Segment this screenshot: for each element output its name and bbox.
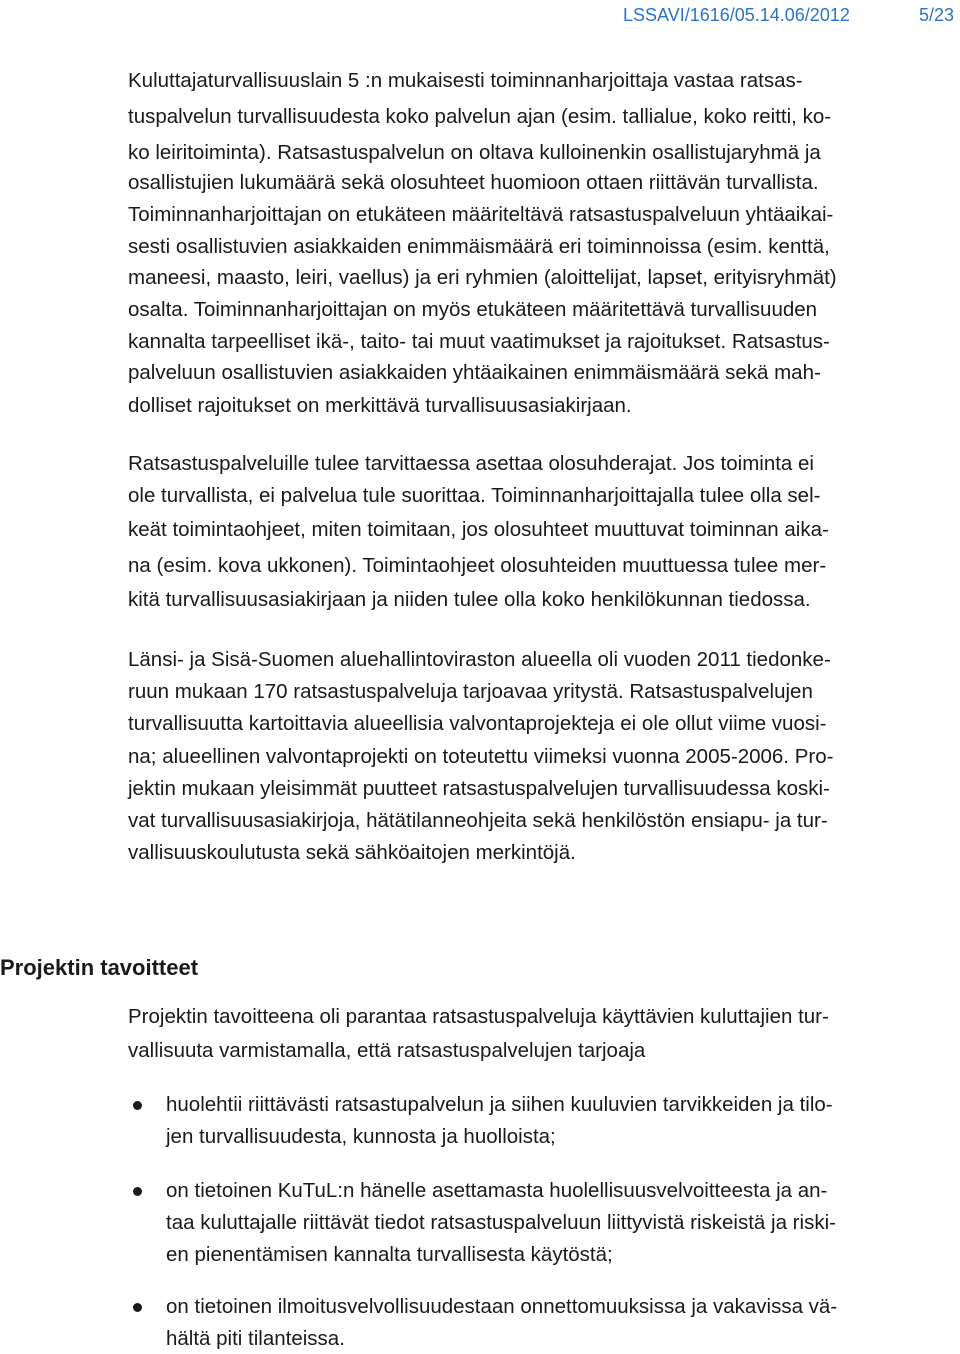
- bullet-icon: [133, 1101, 142, 1110]
- page-number: 5/23: [919, 5, 955, 25]
- text-line: ruun mukaan 170 ratsastuspalveluja tarjoavaa yritystä. Ratsastuspalvelujen: [128, 680, 813, 703]
- text-line: jen turvallisuudesta, kunnosta ja huolloista;: [166, 1125, 556, 1148]
- bullet-icon: [133, 1187, 142, 1196]
- text-line: sesti osallistuvien asiakkaiden enimmäismäärä eri toiminnoissa (esim. kenttä,: [128, 235, 830, 258]
- text-line: hältä piti tilanteissa.: [166, 1327, 345, 1350]
- text-line: kitä turvallisuusasiakirjaan ja niiden tulee olla koko henkilökunnan tiedossa.: [128, 588, 811, 611]
- text-line: en pienentämisen kannalta turvallisesta käytöstä;: [166, 1243, 613, 1266]
- text-line: Toiminnanharjoittajan on etukäteen määriteltävä ratsastuspalveluun yhtäaikai-: [128, 203, 834, 226]
- text-line: na; alueellinen valvontaprojekti on toteutettu viimeksi vuonna 2005-2006. Pro-: [128, 745, 834, 768]
- document-reference: LSSAVI/1616/05.14.06/2012: [623, 5, 850, 25]
- text-line: Länsi- ja Sisä-Suomen aluehallintoviraston alueella oli vuoden 2011 tiedonke-: [128, 648, 831, 671]
- text-line: jektin mukaan yleisimmät puutteet ratsastuspalvelujen turvallisuudessa koski-: [128, 777, 830, 800]
- bullet-icon: [133, 1303, 142, 1312]
- text-line: vallisuuta varmistamalla, että ratsastuspalvelujen tarjoaja: [128, 1039, 646, 1062]
- text-line: on tietoinen KuTuL:n hänelle asettamasta huolellisuusvelvoitteesta ja an-: [166, 1179, 828, 1202]
- text-line: Ratsastuspalveluille tulee tarvittaessa asettaa olosuhderajat. Jos toiminta ei: [128, 452, 814, 475]
- text-line: tuspalvelun turvallisuudesta koko palvelun ajan (esim. tallialue, koko reitti, ko-: [128, 105, 832, 128]
- text-line: maneesi, maasto, leiri, vaellus) ja eri ryhmien (aloittelijat, lapset, erityisryhmät): [128, 266, 837, 289]
- text-line: ole turvallista, ei palvelua tule suorittaa. Toiminnanharjoittajalla tulee olla sel-: [128, 484, 821, 507]
- text-line: keät toimintaohjeet, miten toimitaan, jos olosuhteet muuttuvat toiminnan aika-: [128, 518, 829, 541]
- text-line: turvallisuutta kartoittavia alueellisia valvontaprojekteja ei ole ollut viime vuosi-: [128, 712, 827, 735]
- text-line: vat turvallisuusasiakirjoja, hätätilanneohjeita sekä henkilöstön ensiapu- ja tur-: [128, 809, 828, 832]
- text-line: kannalta tarpeelliset ikä-, taito- tai muut vaatimukset ja rajoitukset. Ratsastus-: [128, 330, 830, 353]
- text-line: huolehtii riittävästi ratsastupalvelun ja siihen kuuluvien tarvikkeiden ja tilo-: [166, 1093, 833, 1116]
- text-line: Projektin tavoitteena oli parantaa ratsastuspalveluja käyttävien kuluttajien tur-: [128, 1005, 829, 1028]
- text-line: osallistujien lukumäärä sekä olosuhteet huomioon ottaen riittävän turvallista.: [128, 171, 819, 194]
- text-line: palveluun osallistuvien asiakkaiden yhtäaikainen enimmäismäärä sekä mah-: [128, 361, 821, 384]
- text-line: Kuluttajaturvallisuuslain 5 :n mukaisesti toiminnanharjoittaja vastaa ratsas-: [128, 69, 803, 92]
- section-heading: Projektin tavoitteet: [0, 955, 199, 980]
- text-line: dolliset rajoitukset on merkittävä turvallisuusasiakirjaan.: [128, 394, 632, 417]
- text-line: vallisuuskoulutusta sekä sähköaitojen merkintöjä.: [128, 841, 576, 864]
- text-line: taa kuluttajalle riittävät tiedot ratsastuspalveluun liittyvistä riskeistä ja riski-: [166, 1211, 836, 1234]
- text-line: na (esim. kova ukkonen). Toimintaohjeet olosuhteiden muuttuessa tulee mer-: [128, 554, 827, 577]
- text-line: ko leiritoiminta). Ratsastuspalvelun on oltava kulloinenkin osallistujaryhmä ja: [128, 141, 821, 164]
- text-line: osalta. Toiminnanharjoittajan on myös etukäteen määritettävä turvallisuuden: [128, 298, 818, 321]
- text-line: on tietoinen ilmoitusvelvollisuudestaan onnettomuuksissa ja vakavissa vä-: [166, 1295, 838, 1318]
